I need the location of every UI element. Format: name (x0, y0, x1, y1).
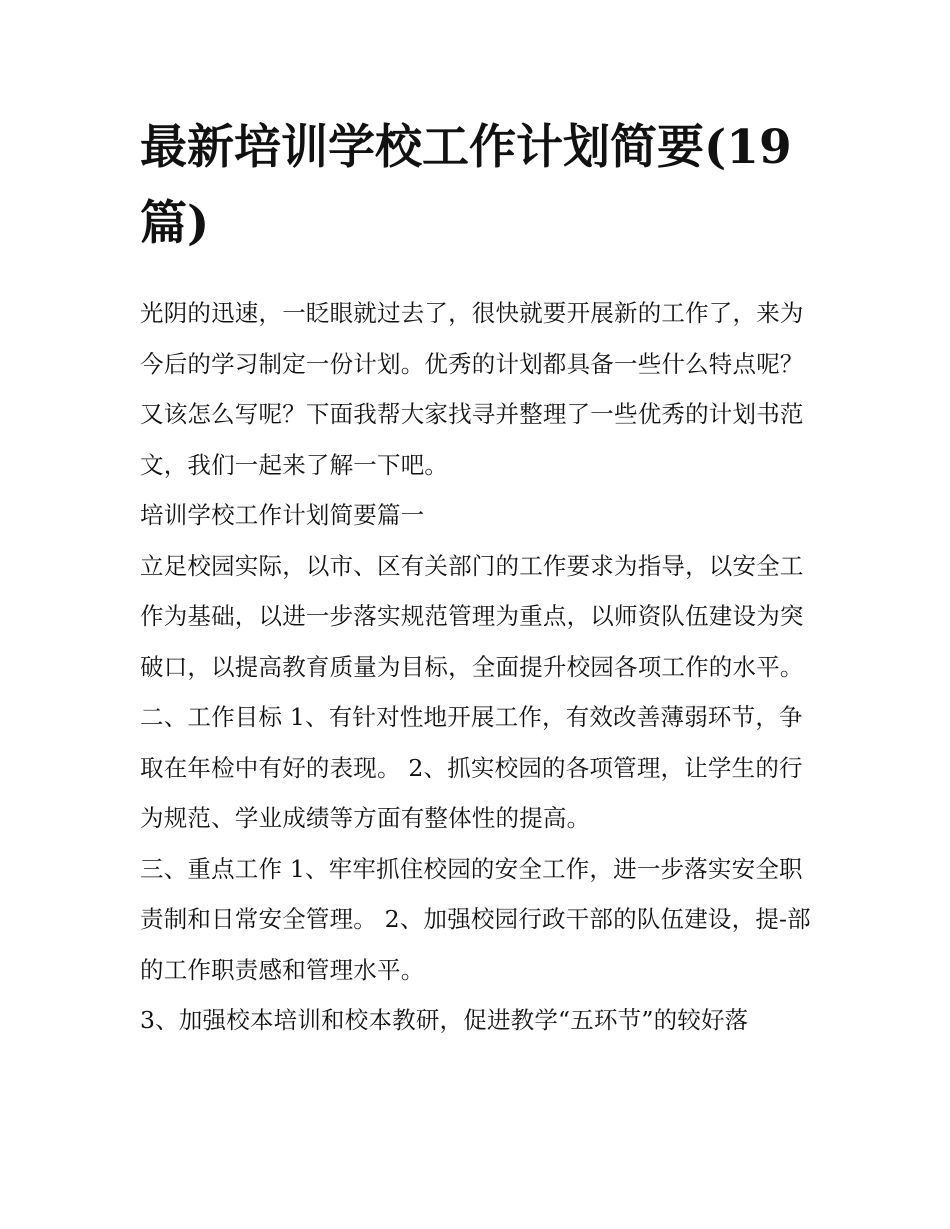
body-paragraph: 三、重点工作 1、牢牢抓住校园的安全工作，进一步落实安全职责制和日常安全管理。 2、加强校园行政干部的队伍建设，提-部的工作职责感和管理水平。 (140, 854, 811, 984)
body-paragraph: 3、加强校本培训和校本教研，促进教学“五环节”的较好落 (140, 1006, 749, 1034)
intro-paragraph: 光阴的迅速，一眨眼就过去了，很快就要开展新的工作了，来为今后的学习制定一份计划。优秀的计划都具备一些什么特点呢？又该怎么写呢？下面我帮大家找寻并整理了一些优秀的计划书范文，我们一起来了解一下吧。 (140, 299, 804, 479)
section-heading: 培训学校工作计划简要篇一 (140, 501, 425, 529)
body-paragraph: 二、工作目标 1、有针对性地开展工作，有效改善薄弱环节，争取在年检中有好的表现。 2、抓实校园的各项管理，让学生的行为规范、学业成绩等方面有整体性的提高。 (140, 703, 803, 832)
document-page (140, 110, 820, 1046)
document-title: 最新培训学校工作计划简要(19篇) (140, 120, 792, 251)
body-paragraph: 立足校园实际，以市、区有关部门的工作要求为指导，以安全工作为基础，以进一步落实规范管理为重点，以师资队伍建设为突破口，以提高教育质量为目标，全面提升校园各项工作的水平。 (140, 551, 804, 681)
